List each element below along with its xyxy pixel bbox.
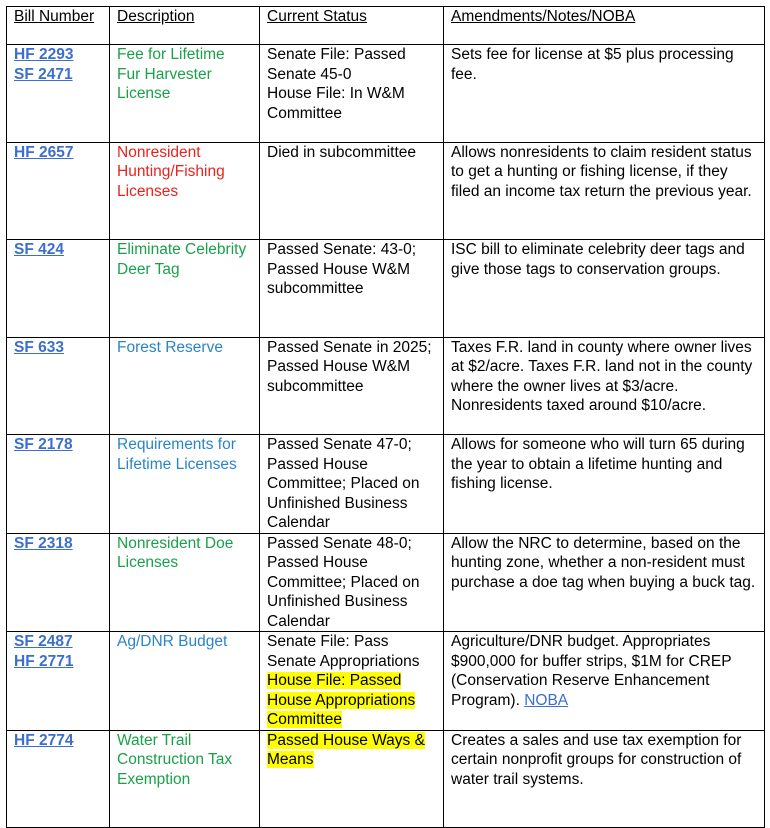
status-cell [260, 533, 444, 632]
status-line-highlighted [267, 671, 436, 730]
bill-cell [7, 337, 110, 435]
notes-cell: Allow the NRC to determine, based on the hunting zone, whether a non-resident must purchase a doe tag when buying a buck tag. [444, 533, 765, 632]
table-row [7, 45, 765, 143]
status-cell [260, 142, 444, 240]
status-highlight: Passed House Ways & Means [267, 731, 425, 769]
description-cell: Nonresident Hunting/Fishing Licenses [110, 142, 260, 240]
header-row [7, 7, 765, 45]
status-highlight: House File: Passed House Appropriations Committee [267, 672, 416, 729]
noba-link[interactable]: NOBA [524, 691, 569, 709]
legislation-table [6, 6, 765, 828]
status-line: Senate File: Pass Senate Appropriations [267, 633, 420, 670]
bill-cell [7, 435, 110, 534]
table-row [7, 435, 765, 534]
bill-link[interactable]: SF 2318 [14, 534, 73, 552]
description-cell: Ag/DNR Budget [110, 632, 260, 731]
notes-cell: Creates a sales and use tax exemption for certain nonprofit groups for construction of water trail systems. [444, 730, 765, 828]
bill-link[interactable]: SF 424 [14, 241, 64, 259]
table-row [7, 533, 765, 632]
bill-link[interactable]: SF 2487 [14, 633, 73, 651]
status-cell [260, 45, 444, 143]
status-line: Passed Senate 48-0; Passed House Committee; Placed on Unfinished Business Calendar [267, 534, 420, 630]
bill-cell [7, 45, 110, 143]
notes-cell: Taxes F.R. land in county where owner lives at $2/acre. Taxes F.R. land not in the county where the owner lives at $3/acre. Nonresidents taxed around $10/acre. [444, 337, 765, 435]
notes-cell: ISC bill to eliminate celebrity deer tags and give those tags to conservation groups. [444, 240, 765, 338]
status-line: Passed Senate 47-0; Passed House Committee; Placed on Unfinished Business Calendar [267, 436, 420, 532]
table-row [7, 730, 765, 828]
bill-cell [7, 240, 110, 338]
notes-text: Agriculture/DNR budget. Appropriates $900,000 for buffer strips, $1M for CREP (Conservation Reserve Enhancement Program). [451, 633, 732, 709]
status-cell [260, 240, 444, 338]
header-bill-number: Bill Number [7, 7, 110, 45]
header-current-status: Current Status [260, 7, 444, 45]
bill-link[interactable]: SF 633 [14, 338, 64, 356]
table-row [7, 142, 765, 240]
notes-cell [444, 632, 765, 731]
table-row [7, 632, 765, 731]
status-cell [260, 337, 444, 435]
bill-cell [7, 142, 110, 240]
notes-cell: Allows for someone who will turn 65 during the year to obtain a lifetime hunting and fishing license. [444, 435, 765, 534]
status-line: Senate File: Passed Senate 45-0 [267, 46, 406, 83]
description-cell: Fee for Lifetime Fur Harvester License [110, 45, 260, 143]
status-line: Died in subcommittee [267, 143, 417, 161]
bill-link[interactable]: HF 2293 [14, 46, 74, 63]
status-cell [260, 632, 444, 731]
status-cell [260, 730, 444, 828]
description-cell: Water Trail Construction Tax Exemption [110, 730, 260, 828]
notes-cell: Allows nonresidents to claim resident status to get a hunting or fishing license, if they filed an income tax return the previous year. [444, 142, 765, 240]
bill-link[interactable]: HF 2657 [14, 143, 74, 161]
notes-cell: Sets fee for license at $5 plus processing fee. [444, 45, 765, 143]
description-cell: Forest Reserve [110, 337, 260, 435]
status-line: Passed Senate: 43-0; Passed House W&M subcommittee [267, 241, 417, 298]
description-cell: Eliminate Celebrity Deer Tag [110, 240, 260, 338]
bill-cell [7, 632, 110, 731]
description-cell: Nonresident Doe Licenses [110, 533, 260, 632]
status-cell [260, 435, 444, 534]
description-cell: Requirements for Lifetime Licenses [110, 435, 260, 534]
bill-link[interactable]: SF 2178 [14, 436, 73, 454]
bill-cell [7, 533, 110, 632]
header-notes: Amendments/Notes/NOBA [444, 7, 765, 45]
status-line: House File: In W&M Committee [267, 85, 405, 122]
table-row [7, 337, 765, 435]
bill-link[interactable]: SF 2471 [14, 65, 73, 83]
table-row [7, 240, 765, 338]
status-line: Passed Senate in 2025; Passed House W&M subcommittee [267, 338, 432, 395]
header-description: Description [110, 7, 260, 45]
bill-link[interactable]: HF 2774 [14, 731, 74, 749]
bill-link[interactable]: HF 2771 [14, 652, 74, 670]
bill-cell [7, 730, 110, 828]
